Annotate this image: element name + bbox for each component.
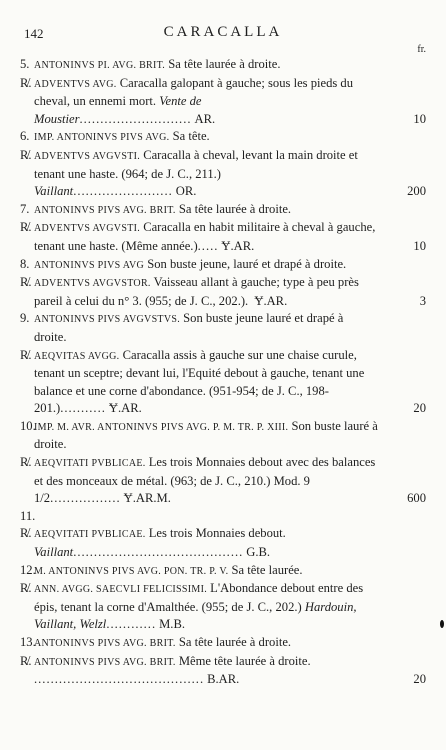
reverse-entry <box>20 454 426 508</box>
metal-code: G.B. <box>246 545 271 560</box>
metal-code: M.B. <box>159 617 185 632</box>
entry-lead: 8. <box>20 256 30 271</box>
description-text: Les trois Monnaies debout. <box>145 526 286 541</box>
metal-code: OR. <box>175 184 197 199</box>
legend-text: ADVENTVS AVGVSTI. <box>34 223 141 235</box>
legend-text: AEQVITATI PVBLICAE. <box>34 529 146 541</box>
leader-dots: ........................ <box>73 184 173 199</box>
obverse-entry <box>20 310 422 346</box>
obverse-entry <box>20 508 422 526</box>
description-text: Sa tête laurée à droite. <box>175 635 292 649</box>
legend-text: ANTONINVS PIVS AVGVSTVS. <box>34 314 181 326</box>
description-text: Son buste jeune, lauré et drapé à droite. <box>144 256 347 271</box>
description-text: Vaisseau allant à gauche; type à peu près pareil à celui du n° 3. (955; de J. C., 202.). <box>34 275 359 308</box>
price-value: 200 <box>407 184 426 199</box>
running-title: CARACALLA <box>163 24 283 40</box>
reverse-entry <box>20 75 426 129</box>
price-value: 20 <box>413 672 426 687</box>
price-value: 3 <box>419 293 426 308</box>
reverse-entry <box>20 580 422 634</box>
obverse-entry <box>20 201 422 220</box>
leader-dots: ............ <box>106 617 157 632</box>
entry-lead: 10. <box>20 418 36 433</box>
entry-lead: R̸. <box>20 455 32 470</box>
description-text: Caracalla à cheval, levant la main droite et tenant une haste. (964; de J. C., 211.) <box>34 147 358 181</box>
metal-code: Ɏ.AR. <box>108 401 142 416</box>
source-reference: Vaillant <box>34 184 74 199</box>
entry-lead: 6. <box>20 129 30 144</box>
legend-text: AEQVITAS AVGG. <box>34 350 120 362</box>
legend-text: ADVENTVS AVG. <box>34 78 117 90</box>
metal-code: B.AR. <box>207 672 240 687</box>
legend-text: IMP. ANTONINVS PIVS AVG. <box>34 132 170 144</box>
price-value: 10 <box>413 238 426 253</box>
metal-code: Ɏ.AR. <box>221 238 255 253</box>
price-value: 20 <box>413 401 426 416</box>
metal-code: Ɏ.AR.M. <box>123 491 171 506</box>
leader-dots: ........... <box>60 401 106 416</box>
entry-lead: 12. <box>20 562 36 577</box>
reverse-entry <box>20 147 426 201</box>
reverse-entry <box>20 653 426 689</box>
reverse-entry <box>20 347 426 418</box>
page-number: 142 <box>24 26 44 41</box>
entry-lead: 5. <box>20 57 30 71</box>
reverse-entry <box>20 219 426 255</box>
leader-dots: ......................................... <box>34 672 205 687</box>
obverse-entry <box>20 256 422 275</box>
leader-dots: ................. <box>50 491 121 506</box>
legend-text: ADVENTVS AVGVSTOR. <box>34 278 151 290</box>
description-text: Sa tête laurée. <box>228 562 303 577</box>
price-column-unit: fr. <box>417 44 426 55</box>
legend-text: AEQVITATI PVBLICAE. <box>34 458 146 470</box>
entry-lead: R̸. <box>20 220 32 235</box>
reverse-entry <box>20 525 422 561</box>
description-text: Son buste lauré à droite. <box>34 418 378 452</box>
margin-ink-mark <box>440 620 444 628</box>
description-text: L'Abondance debout entre des épis, tenant la corne d'Amalthée. (955; de J. C., 202.) <box>34 581 364 614</box>
legend-text: ANTONINVS PIVS AVG. BRIT. <box>34 656 176 668</box>
obverse-entry <box>20 128 422 147</box>
legend-text: ANTONINVS PI. AVG. BRIT. <box>34 60 166 71</box>
entry-lead: 9. <box>20 311 30 326</box>
entry-lead: 13. <box>20 635 36 649</box>
source-reference: Hardouin, Vaillant, Welzl <box>34 599 357 632</box>
entry-lead: R̸. <box>20 581 32 596</box>
entry-lead: 11. <box>20 508 36 523</box>
description-text: Son buste jeune lauré et drapé à droite. <box>34 311 344 344</box>
entry-lead: R̸. <box>20 347 32 362</box>
legend-text: ANTONINVS PIVS AVG <box>34 259 145 271</box>
entry-lead: R̸. <box>20 75 32 90</box>
description-text: Sa tête. <box>169 129 210 144</box>
reverse-entry <box>20 274 426 310</box>
obverse-entry <box>20 562 422 581</box>
price-value: 600 <box>407 491 426 506</box>
legend-text: ANTONINVS PIVS AVG. BRIT. <box>34 638 176 649</box>
obverse-entry <box>20 56 422 75</box>
description-text: Les trois Monnaies debout avec des balances et des monceaux de métal. (963; de J. C., 210.) Mod. 9 1/2 <box>34 455 376 506</box>
entry-lead: R̸. <box>20 147 32 162</box>
metal-code: AR. <box>194 111 216 126</box>
leader-dots: ..... <box>197 238 219 253</box>
leader-dots: ........................... <box>79 111 192 126</box>
description-text: Caracalla en habit militaire à cheval à gauche, tenant une haste. (Même année.) <box>34 220 376 253</box>
obverse-entry <box>20 634 422 653</box>
entry-lead: R̸. <box>20 653 32 668</box>
legend-text: IMP. M. AVR. ANTONINVS PIVS AVG. P. M. TR. P. XIII. <box>34 421 289 433</box>
description-text: Sa tête laurée à droite. <box>165 57 281 71</box>
description-text: Sa tête laurée à droite. <box>175 201 292 216</box>
legend-text: ADVENTVS AVGVSTI. <box>34 150 141 162</box>
entry-lead: R̸. <box>20 275 32 290</box>
metal-code: Ɏ.AR. <box>254 293 288 308</box>
description-text: Caracalla assis à gauche sur une chaise curule, tenant un sceptre; devant lui, l'Equité debout à gauche, tenant une balance et une corne d'abondance. (951-954; de J. C., 198-201.) <box>34 347 365 416</box>
legend-text: ANN. AVGG. SAECVLI FELICISSIMI. <box>34 584 208 596</box>
legend-text: M. ANTONINVS PIVS AVG. PON. TR. P. V. <box>34 565 229 577</box>
price-value: 10 <box>413 111 426 126</box>
catalog-entries <box>20 56 426 689</box>
legend-text: ANTONINVS PIVS AVG. BRIT. <box>34 204 176 216</box>
entry-lead: 7. <box>20 201 30 216</box>
entry-lead: R̸. <box>20 526 32 541</box>
description-text: Caracalla galopant à gauche; sous les pieds du cheval, un ennemi mort. <box>34 75 354 109</box>
page-header <box>0 24 446 44</box>
source-reference: Vente de Moustier <box>34 94 202 126</box>
obverse-entry <box>20 418 422 454</box>
source-reference: Vaillant <box>34 545 74 560</box>
description-text: Même tête laurée à droite. <box>175 653 311 668</box>
leader-dots: ......................................... <box>73 545 244 560</box>
